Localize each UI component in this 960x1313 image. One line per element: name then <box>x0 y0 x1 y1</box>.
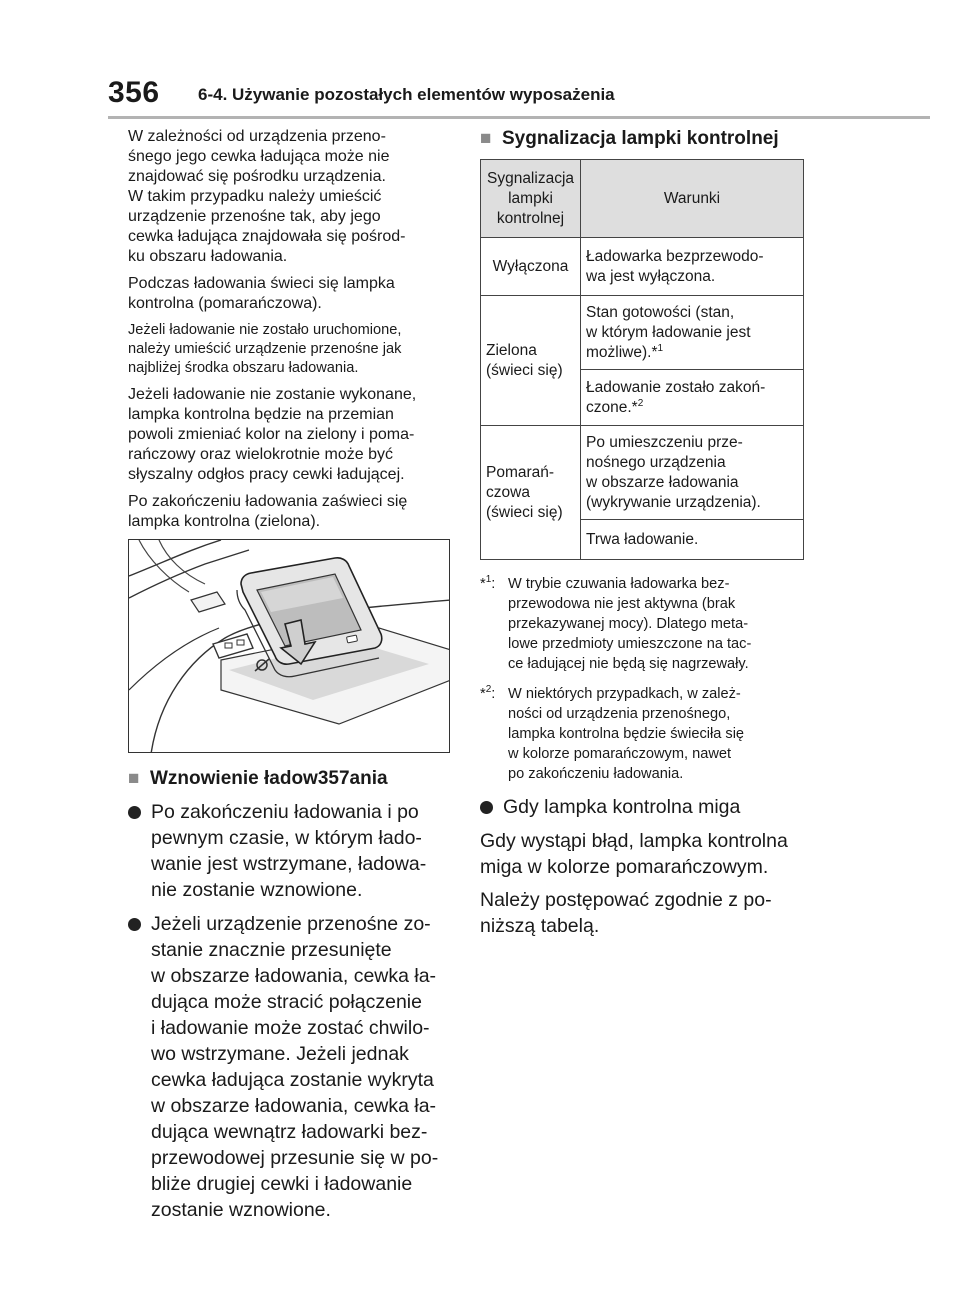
footnote-marker <box>480 684 495 704</box>
condition-off: Ładowarka bezprzewodo- wa jest wyłączona. <box>581 238 804 296</box>
error-paragraph: Gdy wystąpi błąd, lampka kontrolna miga w kolorze pomarańczowym. <box>480 830 788 878</box>
condition-orange-detect: Po umieszczeniu prze- nośnego urządzenia w obszarze ładowania (wykrywanie urządzenia). <box>581 426 804 520</box>
lamp-signal-heading <box>480 127 810 151</box>
footnote-star: * <box>480 576 486 592</box>
footnote-marker <box>480 574 495 594</box>
resume-charging-title: Wznowienie ładow357ania <box>150 768 388 789</box>
condition-text: Stan gotowości (stan, w którym ładowanie jest możliwe).* <box>586 303 751 361</box>
charging-complete-paragraph: Po zakończeniu ładowania zaświeci się lampka kontrolna (zielona). <box>128 493 408 530</box>
table-header-row <box>481 160 804 238</box>
charging-lamp-paragraph: Podczas ładowania świeci się lampka kontrolna (pomarańczowa). <box>128 275 395 312</box>
section-square-icon: ■ <box>480 128 492 149</box>
status-off: Wyłączona <box>481 238 581 296</box>
footnote-ref: 1 <box>657 342 664 354</box>
list-item <box>128 911 458 1223</box>
lamp-signal-title: Sygnalizacja lampki kontrolnej <box>502 128 779 149</box>
footnote-colon: : <box>491 576 496 592</box>
footnote-2 <box>480 684 810 784</box>
header-conditions: Warunki <box>581 160 804 238</box>
footnote-text: W niektórych przypadkach, w zależ- ności od urządzenia przenośnego, lampka kontrolna będzie świeciła się w kolorze pomarańczowym, nawet po zakończeniu ładowania. <box>508 686 745 782</box>
table-row <box>481 426 804 520</box>
footnotes <box>480 574 810 784</box>
footnote-ref: 2 <box>637 397 644 409</box>
resume-charging-heading <box>128 767 458 791</box>
follow-table-paragraph: Należy postępować zgodnie z po- niższą tabelą. <box>480 889 772 937</box>
condition-text: Ładowanie zostało zakoń- czone.* <box>586 378 766 416</box>
footnote-number: 1 <box>485 574 492 586</box>
footnote-colon: : <box>491 686 496 702</box>
bullet-icon <box>480 801 493 814</box>
footnote-number: 2 <box>485 684 492 696</box>
table-row <box>481 238 804 296</box>
header-rule <box>108 116 930 119</box>
page-number: 356 <box>108 76 160 109</box>
left-column <box>128 127 458 1231</box>
status-green: Zielona (świeci się) <box>481 296 581 426</box>
condition-green-done <box>581 370 804 426</box>
right-column <box>480 127 810 946</box>
bullet-text: Po zakończeniu ładowania i po pewnym czasie, w którym łado- wanie jest wstrzymane, ładowa- nie zostanie wznowione. <box>151 801 427 901</box>
not-started-paragraph: Jeżeli ładowanie nie zostało uruchomione, należy umieścić urządzenie przenośne jak najbliżej środka obszaru ładowania. <box>128 322 402 376</box>
section-square-icon: ■ <box>128 768 140 789</box>
footnote-text: W trybie czuwania ładowarka bez- przewodowa nie jest aktywna (brak przekazywanej mocy). Dlatego meta- lowe przedmioty umieszczone na tac- ce ładującej nie będą się nagrzewały. <box>508 576 752 672</box>
footnote-star: * <box>480 686 486 702</box>
bullet-text: Gdy lampka kontrolna miga <box>503 796 741 818</box>
blinking-lamp-heading <box>480 794 810 820</box>
status-orange: Pomarań- czowa (świeci się) <box>481 426 581 560</box>
table-row <box>481 296 804 370</box>
bullet-icon <box>128 806 141 819</box>
bullet-text: Jeżeli urządzenie przenośne zo- stanie znacznie przesunięte w obszarze ładowania, cewka ła- dująca może stracić połączenie i ładowanie może zostać chwilo- wo wstrzymane. Jeżeli jednak cewka ładująca zostanie wykryta w obszarze ładowania, cewka ła- dująca wewnątrz ładowarki bez- przewodowej przesunie się w po- bliże drugiej cewki i ładowanie zostanie wznowione. <box>151 913 439 1221</box>
footnote-1 <box>480 574 810 674</box>
page-header <box>108 76 930 116</box>
condition-green-ready <box>581 296 804 370</box>
header-title: 6-4. Używanie pozostałych elementów wyposażenia <box>198 85 615 104</box>
not-performed-paragraph: Jeżeli ładowanie nie zostanie wykonane, lampka kontrolna będzie na przemian powoli zmieniać kolor na zielony i poma- rańczowy oraz wielokrotnie może być słyszalny odgłos pracy cewki ładującej. <box>128 386 417 483</box>
charger-illustration <box>128 539 450 753</box>
charger-drawing <box>129 540 450 753</box>
list-item <box>128 799 458 903</box>
condition-orange-charging: Trwa ładowanie. <box>581 520 804 560</box>
bullet-icon <box>128 918 141 931</box>
header-status: Sygnalizacja lampki kontrolnej <box>481 160 581 238</box>
lamp-status-table <box>480 159 804 560</box>
intro-paragraph: W zależności od urządzenia przeno- śnego jego cewka ładująca może nie znajdować się pośrodku urządzenia. W takim przypadku należy umieścić urządzenie przenośne tak, aby jego cewka ładująca znajdowała się pośrod- ku obszaru ładowania. <box>128 128 406 265</box>
